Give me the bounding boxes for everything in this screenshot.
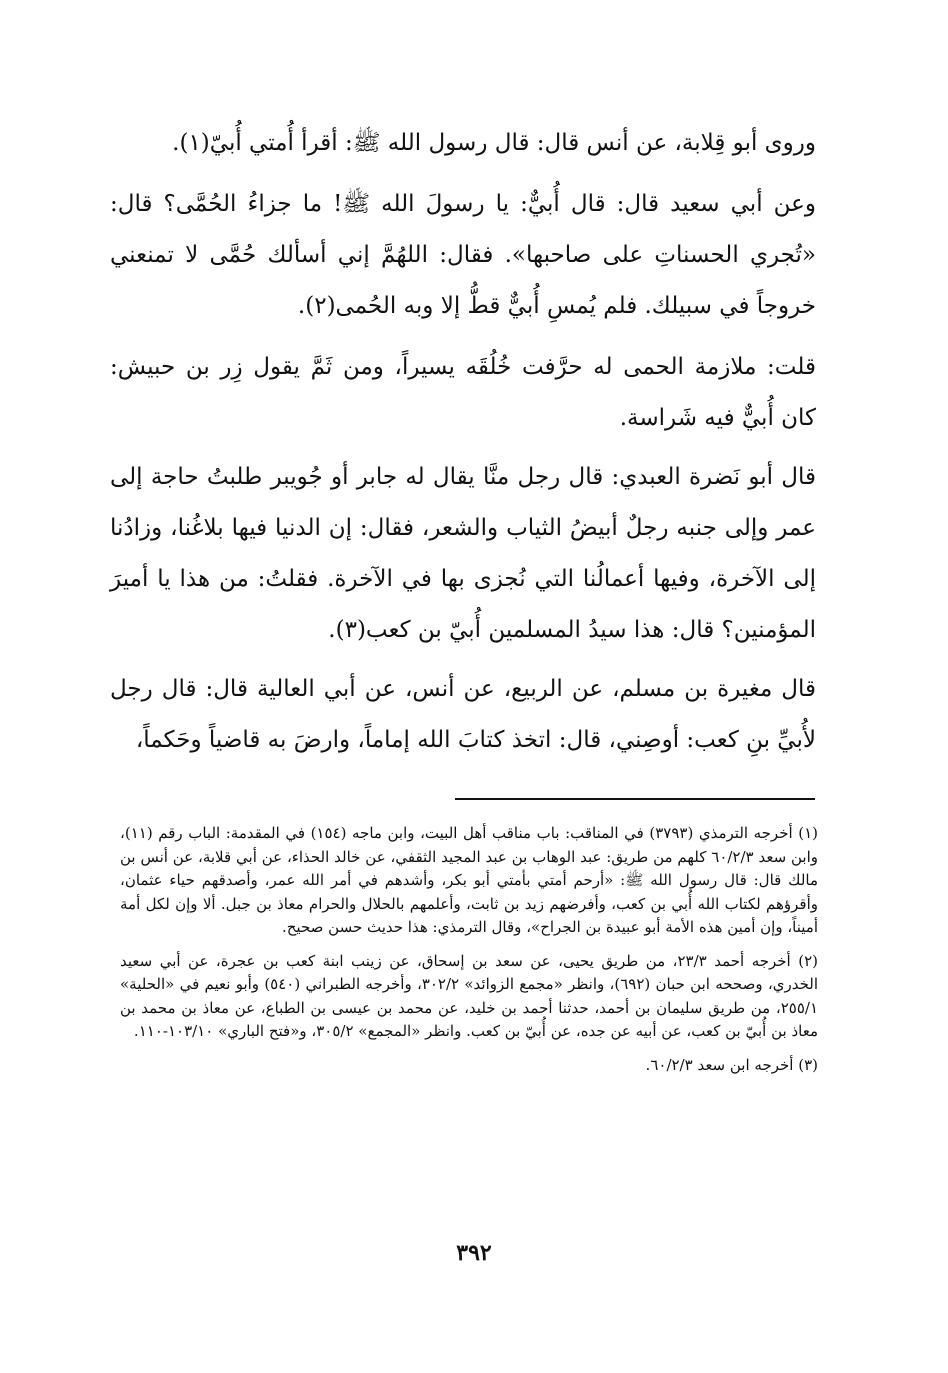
paragraph-2: وعن أبي سعيد قال: قال أُبيٌّ: يا رسولَ الله ﷺ! ما جزاءُ الحُمَّى؟ قال: «تُجري الحسناتِ على صاحبها». فقال: اللهُمَّ إني أسألك حُمَّى لا تمنعني خروجاً في سبيلك. فلم يُمسِ أُبيٌّ قطُّ إلا وبه الحُمى(٢). bbox=[110, 191, 816, 319]
footnote-2: (٢) أخرجه أحمد ٢٣/٣، من طريق يحيى، عن سعد بن إسحاق، عن زينب ابنة كعب بن عجرة، عن أبي سعيد الخدري، وصححه ابن حبان (٦٩٢)، وانظر «مجمع الزوائد» ٣٠٢/٢، وأخرجه الطبراني (٥٤٠) وأبو نعيم في «الحلية» ٢٥٥/١، من طريق سليمان بن أحمد، حدثنا أحمد بن خليد، عن محمد بن عيسى بن الطباع، عن معاذ بن محمد بن معاذ بن أُبيّ بن كعب، عن أبيه عن جده، عن أُبيّ بن كعب. وانظر «المجمع» ٣٠٥/٢، و«فتح الباري» ١٠٣/١٠-١١٠. bbox=[120, 951, 818, 1040]
footnote-3: (٣) أخرجه ابن سعد ٦٠/٢/٣. bbox=[645, 1055, 818, 1074]
paragraph-1: وروى أبو قِلابة، عن أنس قال: قال رسول الله ﷺ: أقرأ أُمتي أُبيّ(١). bbox=[172, 130, 816, 156]
main-text bbox=[110, 118, 816, 766]
page-number: ٣٩٢ bbox=[456, 1240, 492, 1266]
paragraph-3: قلت: ملازمة الحمى له حرَّفت خُلُقَه يسيراً، ومن ثَمَّ يقول زِر بن حبيش: كان أُبيٌّ فيه شَراسة. bbox=[110, 354, 816, 431]
footnote-separator bbox=[455, 798, 815, 800]
footnotes bbox=[120, 822, 818, 1087]
footnote-1: (١) أخرجه الترمذي (٣٧٩٣) في المناقب: باب مناقب أهل البيت، وابن ماجه (١٥٤) في المقدمة: الباب رقم (١١)، وابن سعد ٦٠/٢/٣ كلهم من طريق: عبد الوهاب بن عبد المجيد الثقفي، عن خالد الحذاء، عن أبي قلابة، عن أنس بن مالك قال: قال رسول الله ﷺ: «أرحم أمتي بأمتي أبو بكر، وأشدهم في أمر الله عمر، وأصدقهم حياء عثمان، وأقرؤهم لكتاب الله أُبي بن كعب، وأفرضهم زيد بن ثابت، وأعلمهم بالحلال والحرام معاذ بن جبل. ألا وإن لكل أمة أميناً، وإن أمين هذه الأمة أبو عبيدة بن الجراح»، وقال الترمذي: هذا حديث حسن صحيح. bbox=[120, 824, 818, 936]
paragraph-5: قال مغيرة بن مسلم، عن الربيع، عن أنس، عن أبي العالية قال: قال رجل لأُبيِّ بنِ كعب: أوصِني، قال: اتخذ كتابَ الله إماماً، وارضَ به قاضياً وحَكماً، bbox=[110, 676, 816, 753]
paragraph-4: قال أبو نَضرة العبدي: قال رجل منَّا يقال له جابر أو جُويبر طلبتُ حاجة إلى عمر وإلى جنبه رجلٌ أبيضُ الثياب والشعر، فقال: إن الدنيا فيها بلاغُنا، وزادُنا إلى الآخرة، وفيها أعمالُنا التي نُجزى بها في الآخرة. فقلتُ: من هذا يا أميرَ المؤمنين؟ قال: هذا سيدُ المسلمين أُبيّ بن كعب(٣). bbox=[110, 464, 816, 643]
